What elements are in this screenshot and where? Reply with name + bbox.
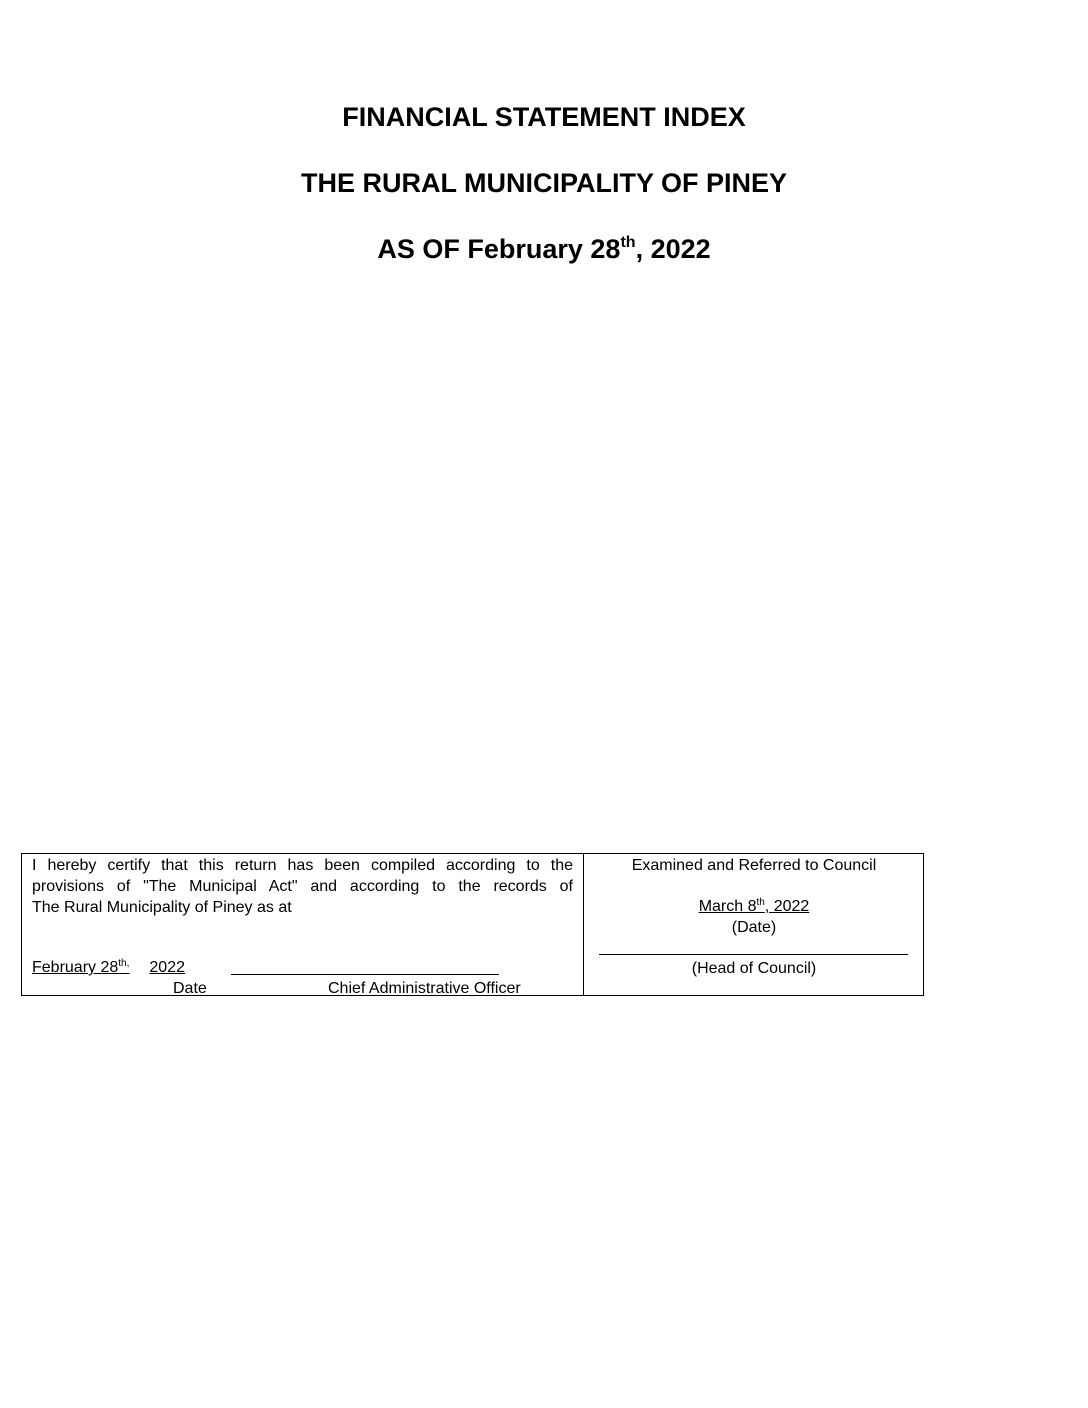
examination-date <box>585 896 923 919</box>
certification-divider <box>583 854 584 995</box>
certification-date-month-day: February 28 <box>32 959 119 976</box>
examination-date-suffix: , 2022 <box>764 898 810 915</box>
head-of-council-label: (Head of Council) <box>691 960 817 977</box>
examination-date-prefix: March 8 <box>698 898 757 915</box>
as-of-date-year: , 2022 <box>635 234 711 264</box>
municipality-name <box>0 167 1088 199</box>
as-of-date <box>0 233 1088 270</box>
certification-date-sup: th, <box>118 958 130 969</box>
as-of-date-sup: th <box>620 234 636 251</box>
examination-date-sup: th <box>756 897 765 908</box>
head-of-council-signature-line <box>599 954 908 955</box>
examination-date-value <box>699 898 810 915</box>
as-of-date-text: AS OF February 28 <box>377 234 621 264</box>
cao-signature-line <box>231 974 499 975</box>
certification-statement <box>32 855 573 918</box>
certification-date-label: Date <box>173 980 207 997</box>
certification-line-1: I hereby certify that this return has been compiled according to the <box>32 857 573 874</box>
certification-date <box>32 957 191 980</box>
examination-date-label: (Date) <box>731 919 777 936</box>
certification-line-2: provisions of "The Municipal Act" and according to the records of <box>32 878 573 895</box>
document-title-text: FINANCIAL STATEMENT INDEX <box>342 102 746 132</box>
certification-box <box>21 853 924 996</box>
cao-label: Chief Administrative Officer <box>328 980 521 997</box>
certification-line-3: The Rural Municipality of Piney as at <box>32 899 292 916</box>
certification-date-year: 2022 <box>149 959 185 976</box>
examination-heading: Examined and Referred to Council <box>631 857 877 874</box>
document-title <box>0 101 1088 133</box>
municipality-name-text: THE RURAL MUNICIPALITY OF PINEY <box>300 168 788 198</box>
